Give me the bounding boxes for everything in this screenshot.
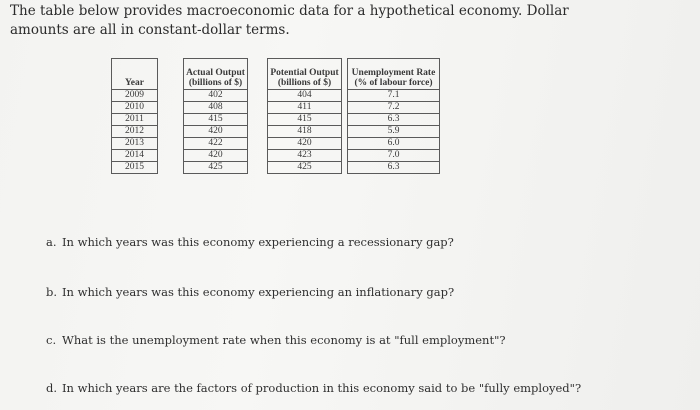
header-actual-output [184,59,248,90]
table-row [112,162,440,174]
header-potential-line2: (billions of $) [277,78,332,88]
cell-year: 2011 [112,114,158,126]
question-a [46,235,454,249]
cell-unemployment: 7.0 [348,150,440,162]
cell-year: 2009 [112,90,158,102]
question-b [46,285,454,299]
header-actual-line1: Actual Output [186,68,245,78]
cell-year: 2013 [112,138,158,150]
header-potential-output [268,59,342,90]
cell-potential: 404 [268,90,342,102]
header-unemp-line1: Unemployment Rate [351,68,436,78]
cell-actual: 402 [184,90,248,102]
cell-year: 2012 [112,126,158,138]
cell-potential: 415 [268,114,342,126]
table-row [112,126,440,138]
question-text: In which years are the factors of production in this economy said to be "fully employed"? [62,381,582,395]
cell-unemployment: 6.0 [348,138,440,150]
table-row [112,150,440,162]
cell-year: 2015 [112,162,158,174]
cell-actual: 422 [184,138,248,150]
cell-potential: 423 [268,150,342,162]
macro-data-table-wrapper [111,58,440,174]
cell-unemployment: 7.2 [348,102,440,114]
question-label: c. [46,333,57,347]
cell-potential: 420 [268,138,342,150]
question-text: What is the unemployment rate when this economy is at "full employment"? [62,333,506,347]
table-row [112,114,440,126]
cell-actual: 415 [184,114,248,126]
question-label: b. [46,285,58,299]
table-row [112,102,440,114]
question-d [46,381,581,395]
cell-unemployment: 7.1 [348,90,440,102]
question-label: d. [46,381,58,395]
header-potential-line1: Potential Output [270,68,339,78]
header-unemp-line2: (% of labour force) [354,78,433,88]
header-year-label: Year [125,78,144,88]
cell-potential: 418 [268,126,342,138]
cell-potential: 425 [268,162,342,174]
macro-data-table [111,58,440,174]
cell-unemployment: 6.3 [348,162,440,174]
question-c [46,333,506,347]
intro-text: The table below provides macroeconomic data for a hypothetical economy. Dollar amounts are all in constant-dollar terms. [10,3,569,38]
cell-actual: 420 [184,126,248,138]
cell-year: 2010 [112,102,158,114]
cell-year: 2014 [112,150,158,162]
question-text: In which years was this economy experiencing an inflationary gap? [62,285,455,299]
header-actual-line2: (billions of $) [188,78,243,88]
cell-actual: 425 [184,162,248,174]
table-row [112,138,440,150]
cell-actual: 408 [184,102,248,114]
header-unemployment-rate [348,59,440,90]
question-text: In which years was this economy experiencing a recessionary gap? [62,235,454,249]
cell-unemployment: 5.9 [348,126,440,138]
cell-actual: 420 [184,150,248,162]
header-year [112,59,158,90]
cell-unemployment: 6.3 [348,114,440,126]
table-row [112,90,440,102]
cell-potential: 411 [268,102,342,114]
question-label: a. [46,235,57,249]
